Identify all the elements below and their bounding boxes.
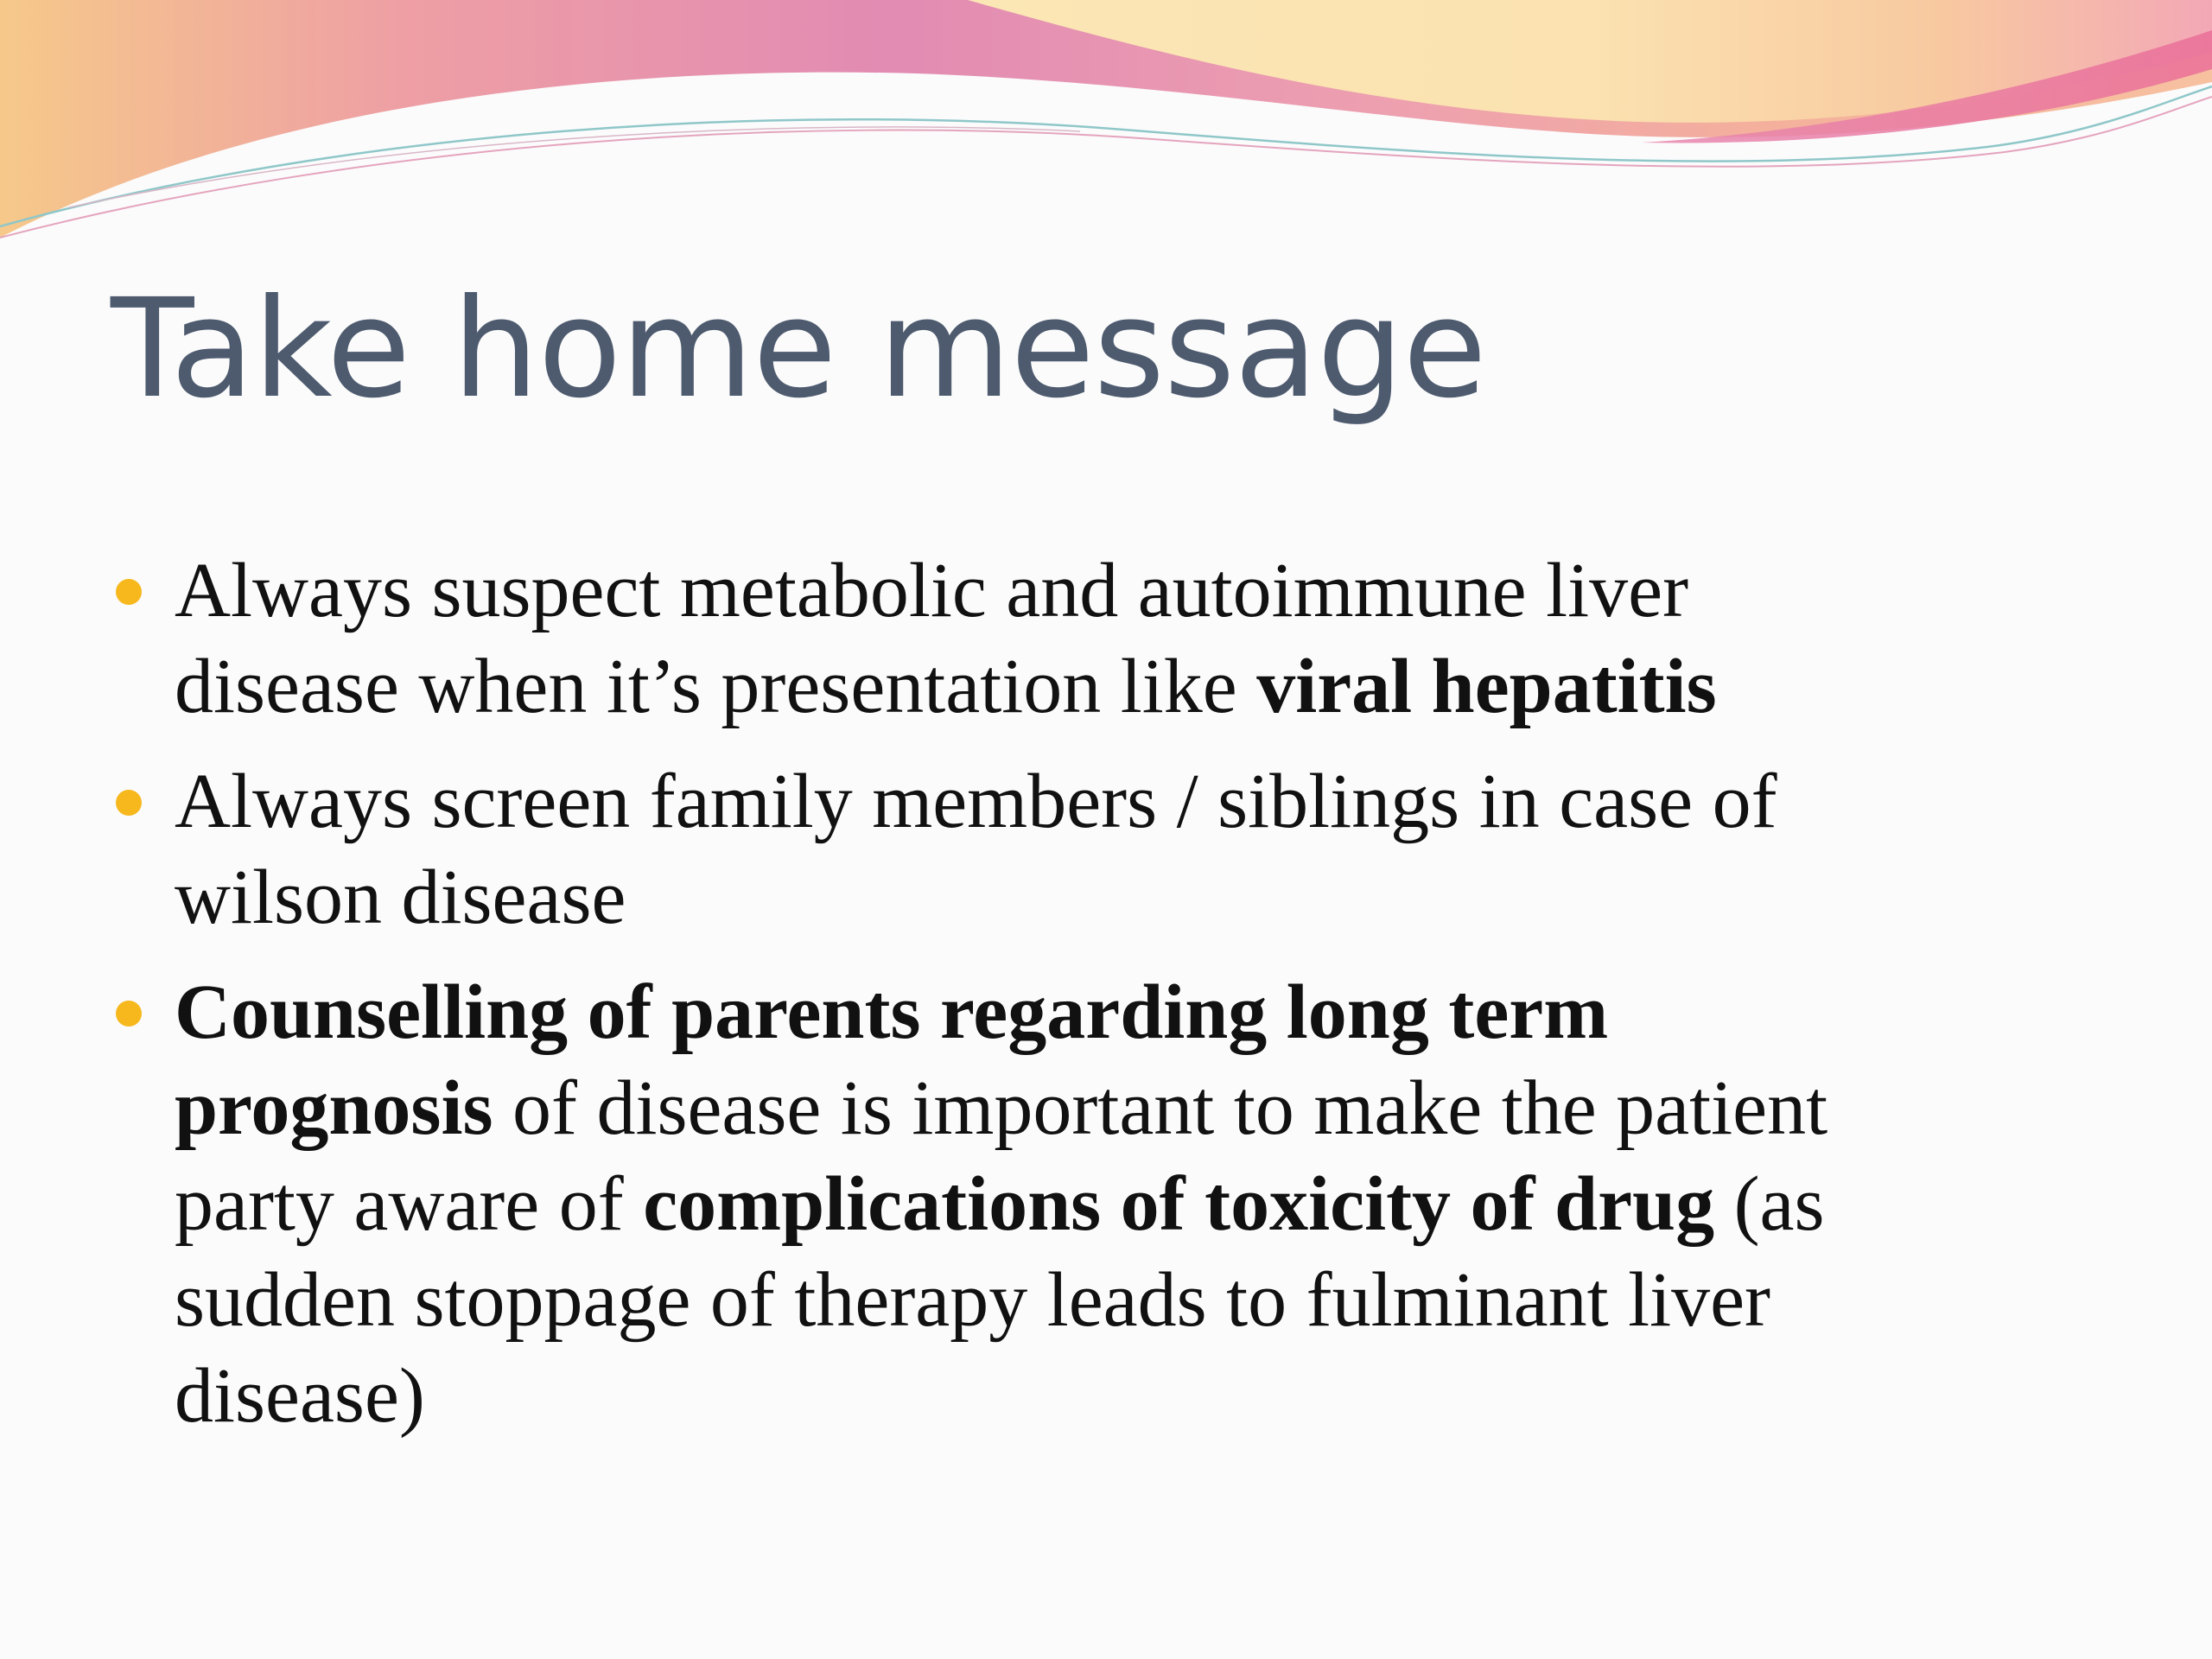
bullet-bold-text: Counselling of parents regarding long term — [175, 969, 1609, 1055]
bullet-text: of disease is important to make the patient — [493, 1065, 1828, 1151]
bullet-text: disease) — [175, 1353, 425, 1439]
bullet-text: party aware of — [175, 1161, 644, 1247]
bullet-text: wilson disease — [175, 855, 626, 940]
bullet-line — [175, 543, 2098, 639]
bullet-text: Always screen family members / siblings in case of — [175, 759, 1777, 844]
bullet-item — [111, 543, 2098, 734]
bullet-dot-icon — [116, 1001, 142, 1027]
bullet-dot-icon — [116, 790, 142, 816]
bullet-line — [175, 1156, 2098, 1252]
slide-title: Take home message — [111, 270, 1486, 429]
decorative-wave-banner — [0, 0, 2212, 259]
bullet-text: disease when it’s presentation like — [175, 644, 1257, 729]
bullet-line — [175, 1252, 2098, 1348]
bullet-bold-text: complications of toxicity of drug — [643, 1161, 1715, 1247]
bullet-line — [175, 639, 2098, 734]
bullet-text: sudden stoppage of therapy leads to fulminant liver — [175, 1257, 1771, 1343]
bullet-text: (as — [1714, 1161, 1825, 1247]
bullet-item — [111, 964, 2098, 1444]
bullet-text: Always suspect metabolic and autoimmune liver — [175, 548, 1689, 633]
bullet-bold-text: viral hepatitis — [1256, 644, 1717, 729]
bullet-bold-text: prognosis — [175, 1065, 493, 1151]
bullet-list — [111, 543, 2098, 1463]
bullet-line — [175, 1348, 2098, 1444]
bullet-item — [111, 753, 2098, 945]
bullet-line — [175, 1060, 2098, 1156]
bullet-line — [175, 753, 2098, 849]
bullet-dot-icon — [116, 579, 142, 605]
bullet-line — [175, 849, 2098, 945]
bullet-line — [175, 964, 2098, 1060]
